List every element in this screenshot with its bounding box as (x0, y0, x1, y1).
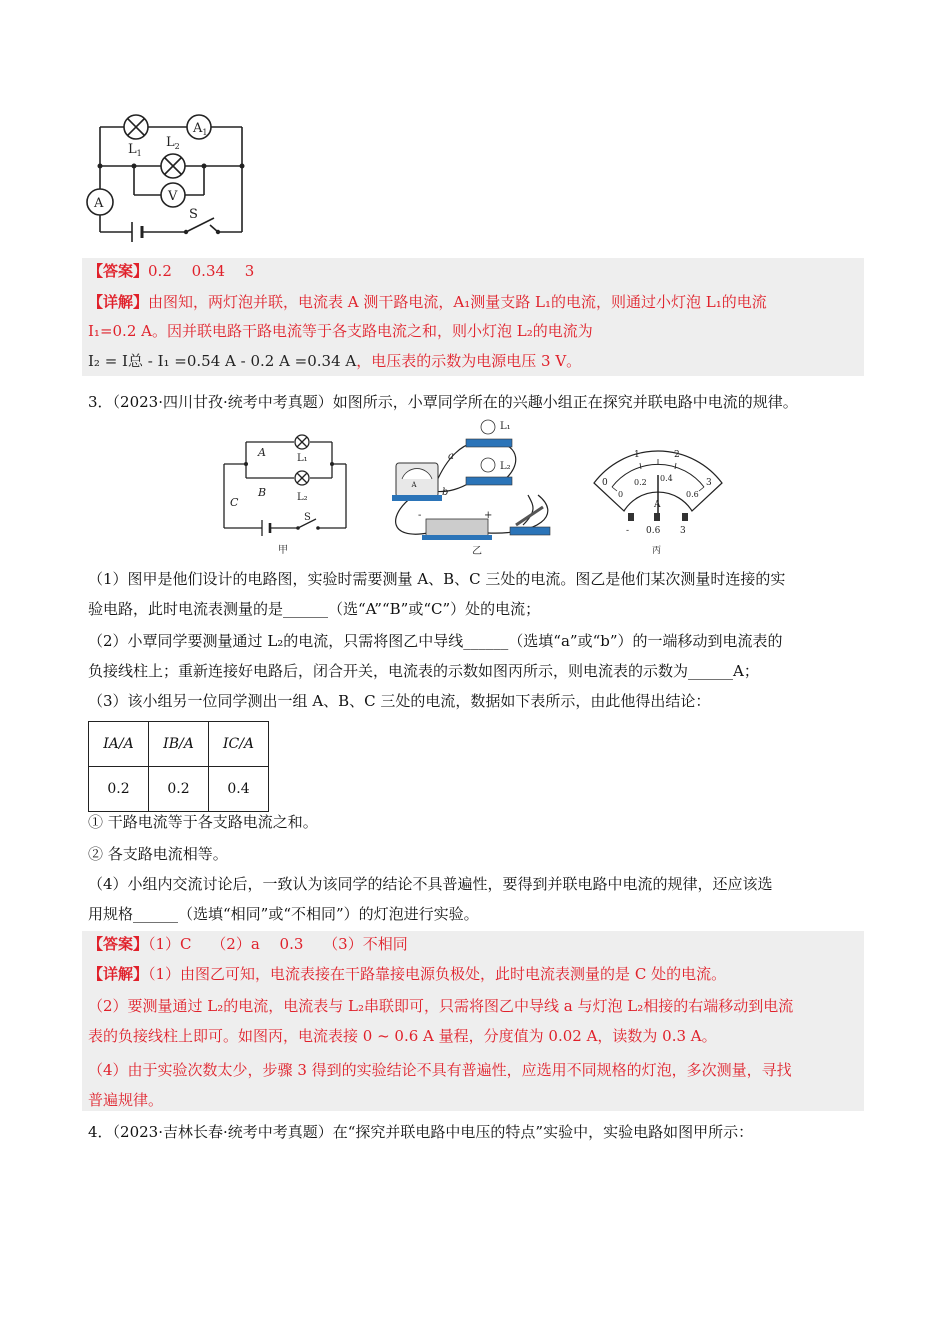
svg-text:0: 0 (618, 490, 624, 499)
label-yi: 乙 (472, 546, 482, 557)
svg-text:0.4: 0.4 (660, 474, 673, 483)
answer-line-q3: 【答案】（1）C （2）a 0.3 （3）不相同 (88, 935, 408, 953)
label-bing: 丙 (652, 546, 662, 556)
detail-line-1: 【详解】由图知，两灯泡并联，电流表 A 测干路电流，A₁测量支路 L₁的电流，则通过小灯泡 L₁的电流 (88, 293, 767, 311)
detail-line-2: I₁=0.2 A。因并联电路干路电流等于各支路电流之和，则小灯泡 L₂的电流为 (88, 322, 593, 340)
svg-text:3: 3 (706, 478, 712, 488)
svg-text:L₂: L₂ (297, 492, 308, 503)
ammeter-label: A (94, 196, 104, 211)
q3-detail-2-line2: 表的负接线柱上即可。如图丙，电流表接 0 ~ 0.6 A 量程，分度值为 0.02 A，读数为 0.3 A。 (88, 1027, 717, 1045)
q4-stem: 4．（2023·吉林长春·统考中考真题）在“探究并联电路中电压的特点”实验中，实验电路如图甲所示： (88, 1123, 754, 1141)
svg-text:-: - (418, 510, 422, 521)
point-A: A (258, 446, 266, 459)
q3-detail-3-line1: （4）由于实验次数太少，步骤 3 得到的实验结论不具有普遍性，应选用不同规格的灯泡，多次测量，寻找 (88, 1061, 792, 1079)
circuit-figure-1 (86, 110, 256, 245)
switch-label: S (189, 207, 198, 222)
svg-text:+: + (484, 510, 493, 521)
conclusion-1: ① 干路电流等于各支路电流之和。 (88, 813, 318, 831)
svg-text:0.2: 0.2 (634, 478, 647, 487)
circuit-figure-jia (218, 430, 358, 560)
q3-detail-1: 【详解】（1）由图乙可知，电流表接在干路靠接电源负极处，此时电流表测量的是 C 处的电流。 (88, 965, 727, 983)
point-B: B (258, 486, 267, 499)
q3-part1-line1: （1）图甲是他们设计的电路图，实验时需要测量 A、B、C 三处的电流。图乙是他们某次测量时连接的实 (88, 570, 786, 588)
svg-text:2: 2 (674, 450, 680, 460)
svg-text:-: - (626, 526, 630, 536)
q3-part3-line1: （3）该小组另一位同学测出一组 A、B、C 三处的电流，数据如下表所示，由此他得出结论： (88, 692, 711, 710)
q3-stem: 3．（2023·四川甘孜·统考中考真题）如图所示，小覃同学所在的兴趣小组正在探究并联电路中电流的规律。 (88, 393, 798, 411)
label-jia: 甲 (278, 545, 288, 556)
current-table (88, 721, 269, 812)
table-cell: 0.2 (89, 767, 149, 812)
lamp2-label: L (166, 135, 175, 150)
experiment-figure-yi (378, 415, 578, 560)
answer-line-q2: 【答案】0.2 0.34 3 (88, 262, 255, 280)
q3-part1-line2: 验电路，此时电流表测量的是______（选“A”“B”或“C”）处的电流； (88, 600, 541, 618)
svg-text:1: 1 (634, 450, 640, 460)
svg-text:L2: $L_2$ (166, 135, 180, 151)
svg-text:L₁: L₁ (297, 453, 308, 464)
svg-text:A: A (654, 500, 661, 510)
wire-a-label: a (448, 451, 454, 462)
q3-detail-3-line2: 普遍规律。 (88, 1091, 164, 1109)
lamp1-label: L (128, 142, 137, 157)
q3-part4-line1: （4）小组内交流讨论后，一致认为该同学的结论不具普遍性，要得到并联电路中电流的规律，还应该选 (88, 875, 773, 893)
table-header: IB/A (149, 722, 209, 767)
table-cell: 0.4 (209, 767, 269, 812)
formula: I₂ = I总 - I₁ =0.54 A - 0.2 A =0.34 A (88, 352, 357, 370)
svg-text:L1: $L_1$ (128, 142, 142, 158)
svg-text:3: 3 (680, 526, 686, 536)
q3-detail-2-line1: （2）要测量通过 L₂的电流，电流表与 L₂串联即可，只需将图乙中导线 a 与灯泡 L₂相接的右端移动到电流 (88, 997, 794, 1015)
svg-text:L₂: L₂ (500, 461, 511, 472)
voltmeter-label: V (168, 189, 178, 204)
svg-text:L₁: L₁ (500, 421, 511, 432)
q3-part2-line1: （2）小覃同学要测量通过 L₂的电流，只需将图乙中导线______（选填“a”或“b”）的一端移动到电流表的 (88, 632, 783, 650)
q3-part4-line2: 用规格______（选填“相同”或“不相同”）的灯泡进行实验。 (88, 905, 479, 923)
point-C: C (230, 496, 239, 509)
svg-text:0.6: 0.6 (686, 490, 699, 499)
svg-text:0: 0 (602, 478, 608, 488)
svg-text:A: A (411, 481, 417, 489)
table-header: IC/A (209, 722, 269, 767)
table-cell: 0.2 (149, 767, 209, 812)
svg-text:A1: $A_1$ (193, 121, 208, 137)
table-header: IA/A (89, 722, 149, 767)
detail-line-3: I₂ = I总 - I₁ =0.54 A - 0.2 A =0.34 A，电压表的示数为电源电压 3 V。 (88, 352, 582, 370)
q3-part2-line2: 负接线柱上；重新连接好电路后，闭合开关，电流表的示数如图丙所示，则电流表的示数为______A； (88, 662, 759, 680)
svg-text:S: S (304, 512, 311, 523)
ammeter-dial-bing (588, 435, 728, 560)
svg-text:0.6: 0.6 (646, 526, 661, 536)
conclusion-2: ② 各支路电流相等。 (88, 845, 228, 863)
wire-b-label: b (442, 487, 449, 498)
ammeter1-label: A (193, 121, 203, 136)
answer-box-q3 (82, 931, 864, 1111)
